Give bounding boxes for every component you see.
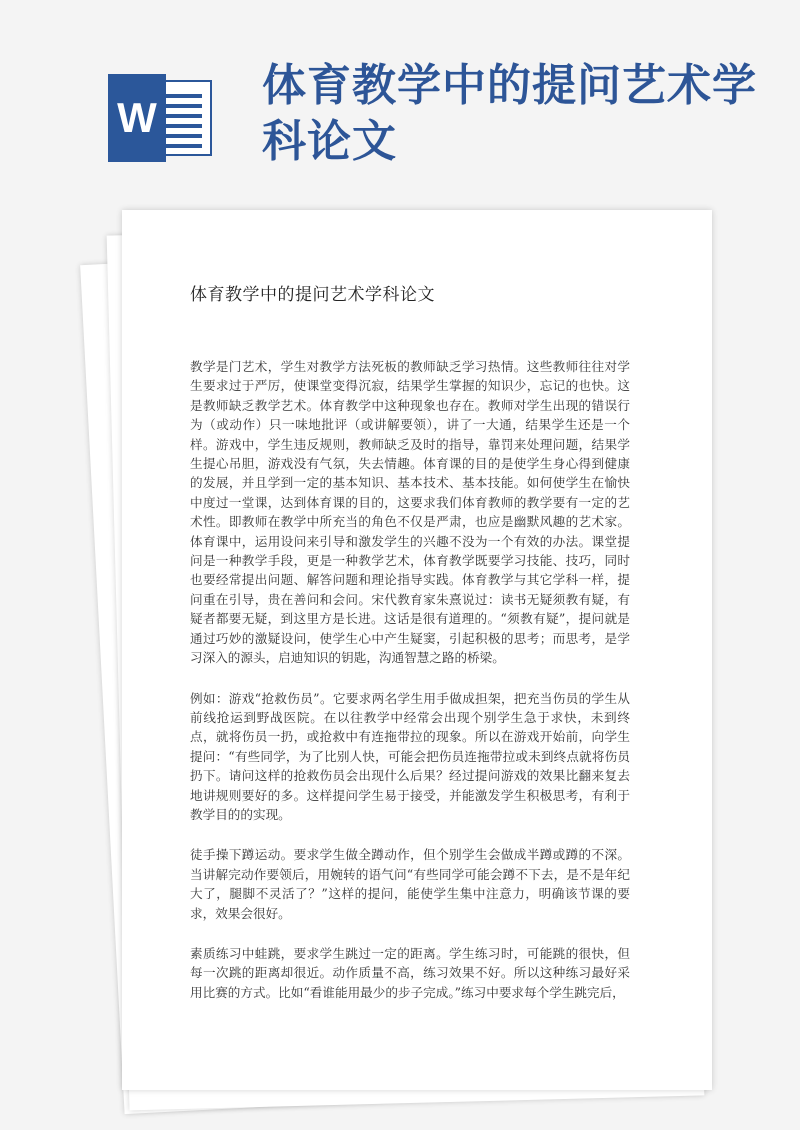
document-title: 体育教学中的提问艺术学科论文 — [190, 285, 435, 305]
document-preview — [100, 210, 720, 1110]
paragraph: 例如：游戏“抢救伤员”。它要求两名学生用手做成担架，把充当伤员的学生从前线抢运到野战医院。在以往教学中经常会出现个别学生急于求快，未到终点，就将伤员一扔，或抢救中有连拖带拉的现象。所以在游戏开始前，向学生提问：“有些同学，为了比别人快，可能会把伤员连拖带拉或未到终点就将伤员扔下。请问这样的抢救伤员会出现什么后果？经过提问游戏的效果比翻来复去地讲规则要好的多。这样提问学生易于接受，并能激发学生积极思考，有利于教学目的的实现。 — [190, 690, 630, 822]
header — [0, 0, 800, 200]
paragraph: 素质练习中蛙跳，要求学生跳过一定的距离。学生练习时，可能跳的很快，但每一次跳的距离却很近。动作质量不高，练习效果不好。所以这种练习最好采用比赛的方式。比如“看谁能用最少的步子完成。”练习中要求每个学生跳完后， — [190, 945, 630, 1000]
page-title: 体育教学中的提问艺术学科论文 — [262, 60, 757, 167]
word-icon-letter: W — [108, 74, 166, 162]
front-sheet — [122, 210, 712, 1090]
paragraph: 教学是门艺术，学生对教学方法死板的教师缺乏学习热情。这些教师往往对学生要求过于严厉，使课堂变得沉寂，结果学生掌握的知识少，忘记的也快。这是教师缺乏教学艺术。体育教学中这种现象也存在。教师对学生出现的错误行为（或动作）只一味地批评（或讲解要领），讲了一大通，结果学生还是一个样。游戏中，学生违反规则，教师缺乏及时的指导，靠罚来处理问题，结果学生提心吊胆，游戏没有气氛，失去情趣。体育课的目的是使学生身心得到健康的发展，并且学到一定的基本知识、基本技术、基本技能。如何使学生在愉快中度过一堂课，达到体育课的目的，这要求我们体育教师的教学要有一定的艺术性。即教师在教学中所充当的角色不仅是严肃，也应是幽默风趣的艺术家。体育课中，运用设问来引导和激发学生的兴趣不没为一个有效的办法。课堂提问是一种教学手段，更是一种教学艺术，体育教学既要学习技能、技巧，同时也要经常提出问题、解答问题和理论指导实践。体育教学与其它学科一样，提问重在引导，贵在善问和会问。宋代教育家朱熹说过：读书无疑须教有疑，有疑者都要无疑，到这里方是长进。这话是很有道理的。“须教有疑”，提问就是通过巧妙的激疑设问，使学生心中产生疑窦，引起积极的思考；而思考，是学习深入的源头，启迪知识的钥匙，沟通智慧之路的桥梁。 — [190, 359, 630, 666]
document-body — [190, 280, 630, 1023]
paragraph: 徒手操下蹲运动。要求学生做全蹲动作，但个别学生会做成半蹲或蹲的不深。当讲解完动作要领后，用婉转的语气问“有些同学可能会蹲不下去，是不是年纪大了，腿脚不灵活了？”这样的提问，能使学生集中注意力，明确该节课的要求，效果会很好。 — [190, 847, 630, 921]
word-document-icon — [108, 74, 212, 162]
